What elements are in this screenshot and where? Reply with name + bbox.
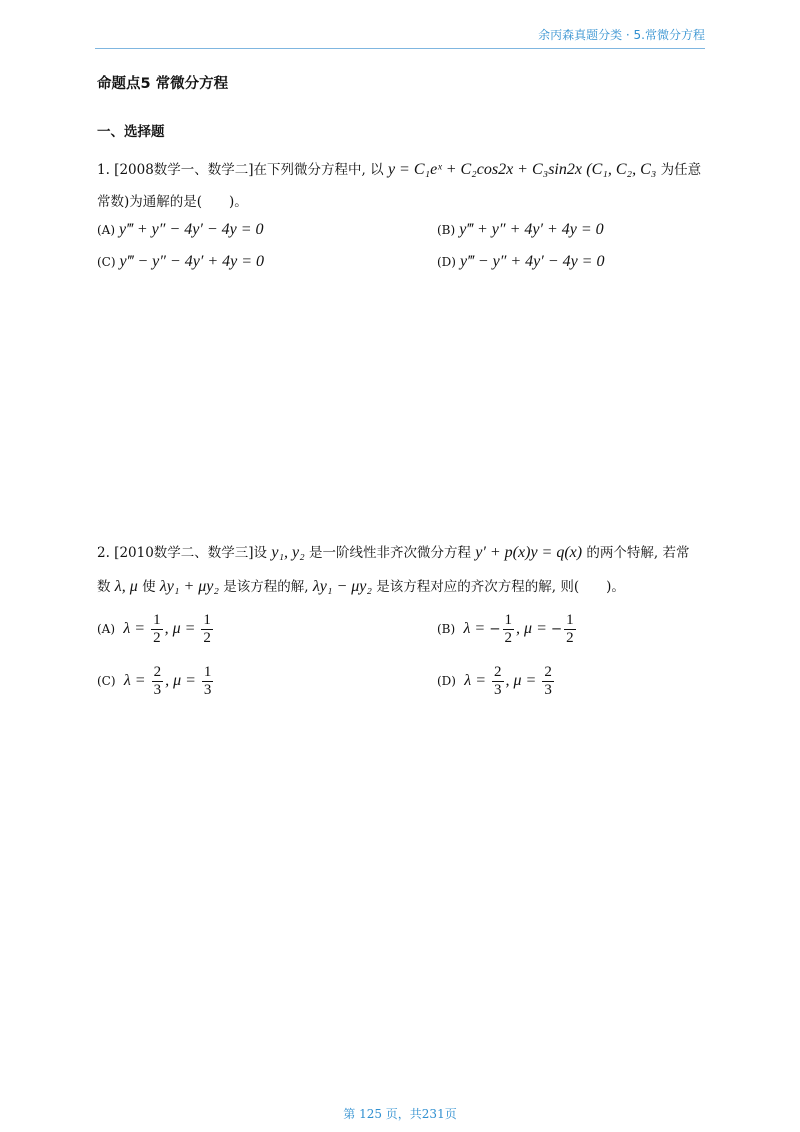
q1-constants: (C₁, C₂, C₃ <box>586 161 657 178</box>
q2-line2c: 是该方程的解, <box>223 579 309 595</box>
q2-line2b: 使 <box>142 579 156 595</box>
question-1-line-2: 常数)为通解的是( )。 <box>97 194 248 210</box>
q1-general-solution: y = C₁eˣ + C₂cos2x + C₃sin2x <box>387 161 582 178</box>
q2-option-c-label: (C) <box>97 674 116 688</box>
q2-vars: y₁, y₂ <box>271 544 305 561</box>
q1-option-c-expr: y‴ − y″ − 4y′ + 4y = 0 <box>119 253 265 270</box>
q2-equation: y′ + p(x)y = q(x) <box>475 544 583 561</box>
q2-c-lambda-fraction: $\frac{2}{3}$ <box>153 664 162 698</box>
q1-option-d <box>437 253 604 271</box>
q2-a-mu-fraction: $\frac{1}{2}$ <box>203 612 211 646</box>
q1-option-b <box>437 221 604 239</box>
q2-option-d: (D) λ = $\frac{2}{3}$ , μ = $\frac{2}{3}$ <box>437 664 552 698</box>
q1-option-a-label: (A) <box>97 223 116 237</box>
q2-b-lambda-sign: − <box>489 621 501 637</box>
question-1-line-1 <box>97 158 701 179</box>
q2-tail: 的两个特解, 若常 <box>586 545 690 561</box>
q2-b-mu-fraction: $\frac{1}{2}$ <box>566 612 574 646</box>
q2-option-b: (B) λ = − $\frac{1}{2}$ , μ = − $\frac{1}{2}$ <box>437 612 574 646</box>
q2-a-lambda-fraction: $\frac{1}{2}$ <box>153 612 161 646</box>
q2-line2a: 数 <box>97 579 111 595</box>
part-title: 一、选择题 <box>97 124 165 140</box>
page-footer: 第 125 页，共231页 <box>343 1107 457 1121</box>
q2-c-mu-fraction: $\frac{1}{3}$ <box>203 664 212 698</box>
q1-option-b-label: (B) <box>437 223 456 237</box>
q2-mid: 是一阶线性非齐次微分方程 <box>308 545 471 561</box>
section-title: 命题点5 常微分方程 <box>97 76 229 92</box>
q2-option-d-label: (D) <box>437 674 456 688</box>
q2-option-a: (A) λ = $\frac{1}{2}$ , μ = $\frac{1}{2}$ <box>97 612 211 646</box>
q1-intro: 1. [2008数学一、数学二]在下列微分方程中, 以 <box>97 162 384 178</box>
q1-option-a <box>97 221 264 239</box>
q2-d-mu-fraction: $\frac{2}{3}$ <box>544 664 552 698</box>
q2-b-lambda-fraction: $\frac{1}{2}$ <box>504 612 513 646</box>
q2-combination-1: λy₁ + μy₂ <box>159 578 219 595</box>
q1-tail: 为任意 <box>660 162 702 178</box>
q2-option-c: (C) λ = $\frac{2}{3}$ , μ = $\frac{1}{3}$ <box>97 664 212 698</box>
q1-option-a-expr: y‴ + y″ − 4y′ − 4y = 0 <box>119 221 264 238</box>
q1-option-d-label: (D) <box>437 255 456 269</box>
q2-option-a-label: (A) <box>97 622 116 636</box>
q1-option-c-label: (C) <box>97 255 116 269</box>
q2-combination-2: λy₁ − μy₂ <box>312 578 372 595</box>
q2-option-b-label: (B) <box>437 622 456 636</box>
q1-option-c <box>97 253 264 271</box>
q2-line2d: 是该方程对应的齐次方程的解, 则( )。 <box>376 579 625 595</box>
q1-option-b-expr: y‴ + y″ + 4y′ + 4y = 0 <box>459 221 604 238</box>
question-2-line-2 <box>97 575 625 596</box>
q2-d-lambda-fraction: $\frac{2}{3}$ <box>494 664 502 698</box>
q2-params: λ, μ <box>114 578 138 595</box>
question-2-line-1 <box>97 541 689 562</box>
page-header: 余丙森真题分类 · 5.常微分方程 <box>95 26 705 49</box>
q2-b-mu-sign: − <box>550 621 563 637</box>
q1-option-d-expr: y‴ − y″ + 4y′ − 4y = 0 <box>459 253 605 270</box>
q2-intro: 2. [2010数学二、数学三]设 <box>97 545 268 561</box>
